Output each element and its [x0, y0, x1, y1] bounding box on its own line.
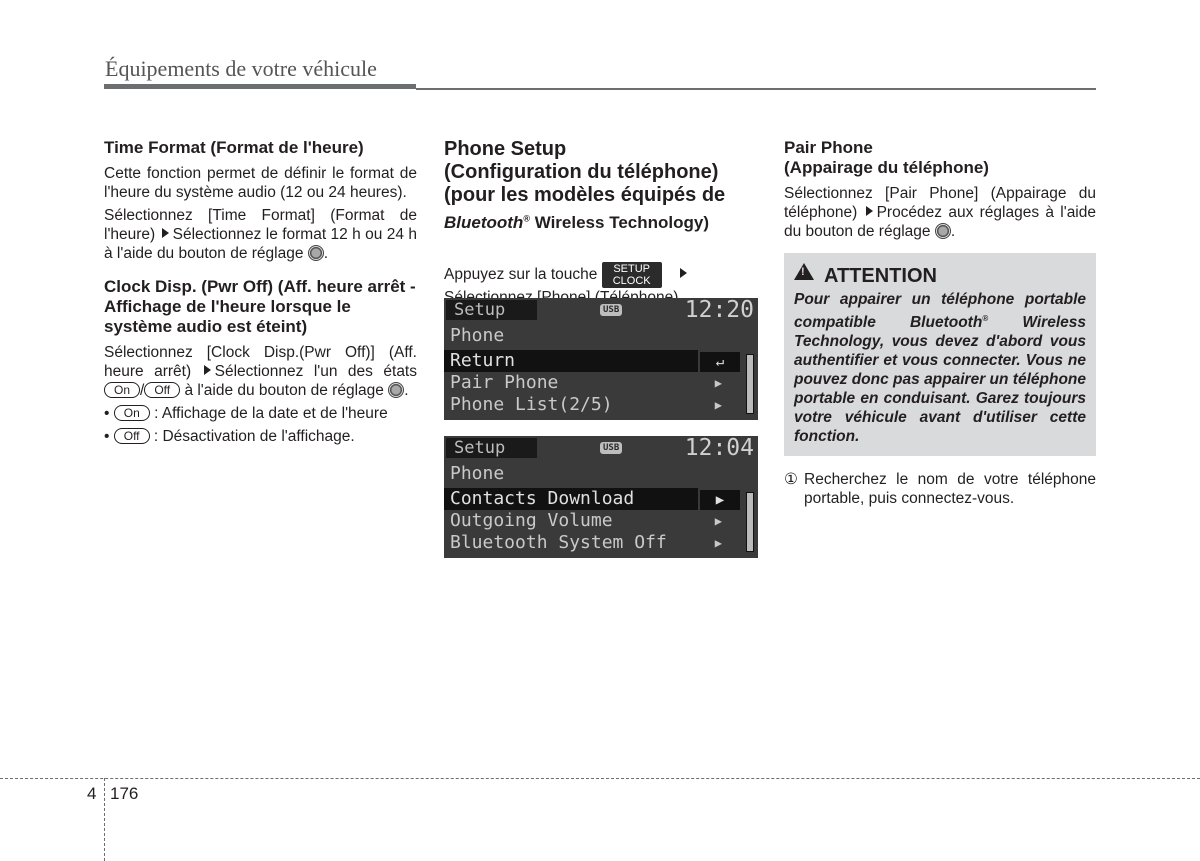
column-middle: [444, 138, 758, 311]
arrow-right-icon: [680, 268, 687, 278]
pair-phone-step-b: Procédez aux réglages à l'aide du bouton de réglage: [784, 204, 1096, 240]
submenu-arrow-icon: ▶: [714, 514, 722, 528]
screen-menu-title: Phone: [450, 325, 505, 346]
scrollbar[interactable]: [746, 354, 754, 414]
pair-phone-heading: [784, 138, 1096, 178]
attention-box: [784, 253, 1096, 456]
usb-icon: USB: [600, 304, 622, 316]
footer-rule: [0, 778, 1200, 779]
registered-mark: ®: [523, 213, 530, 223]
clock-key-label: CLOCK: [612, 274, 651, 287]
phone-setup-intro-a: Appuyez sur la touche: [444, 265, 598, 283]
screen-clock: 12:04: [684, 435, 754, 461]
on-button-icon: On: [104, 382, 140, 398]
header-rule: [104, 84, 416, 89]
tune-knob-icon: [388, 382, 404, 398]
tune-knob-icon: [308, 245, 324, 261]
time-format-heading: Time Format (Format de l'heure): [104, 138, 364, 157]
setup-clock-key-icon: [602, 262, 662, 288]
time-format-step-b: Sélectionnez le format 12 h ou 24 h à l'aide du bouton de réglage: [104, 226, 417, 262]
menu-item-contacts-download[interactable]: Contacts Download: [444, 488, 698, 510]
phone-setup-title-2: (Configuration du téléphone): [444, 161, 719, 183]
list-item: • Off : Désactivation de l'affichage.: [104, 427, 417, 446]
submenu-arrow-icon: ▶: [700, 490, 740, 510]
pair-phone-step-a: Sélectionnez [Pair Phone] (Appairage du téléphone): [784, 185, 1096, 221]
off-button-icon: Off: [144, 382, 180, 398]
header-rule-thin: [416, 88, 1096, 90]
submenu-arrow-icon: ▶: [714, 398, 722, 412]
menu-item-phone-list[interactable]: [444, 394, 758, 416]
time-format-description: Cette fonction permet de définir le format de l'heure du système audio (12 ou 24 heures).: [104, 165, 417, 201]
time-format-step-a: Sélectionnez [Time Format] (Format de l'heure): [104, 207, 417, 243]
menu-item-label: Pair Phone: [450, 372, 559, 393]
clock-disp-heading: Clock Disp. (Pwr Off) (Aff. heure arrêt - Affichage de l'heure lorsque le système audio est éteint): [104, 277, 416, 336]
submenu-arrow-icon: ▶: [714, 376, 722, 390]
off-button-icon: Off: [114, 428, 150, 444]
time-format-steps: Sélectionnez [Time Format] (Format de l'heure) Sélectionnez le format 12 h ou 24 h à l'aide du bouton de réglage .: [104, 207, 417, 262]
audio-screen-phone-menu-2: [444, 436, 758, 558]
registered-mark: ®: [982, 314, 989, 323]
menu-item-outgoing-volume[interactable]: [444, 510, 758, 532]
clock-disp-step-b: Sélectionnez l'un des états: [214, 363, 417, 380]
pair-phone-steps: Sélectionnez [Pair Phone] (Appairage du téléphone) Procédez aux réglages à l'aide du bouton de réglage .: [784, 185, 1096, 240]
attention-title-text: ATTENTION: [824, 265, 937, 287]
screen-setup-tag: Setup: [446, 300, 537, 320]
scrollbar[interactable]: [746, 492, 754, 552]
bullet-on-text: : Affichage de la date et de l'heure: [154, 405, 388, 422]
attention-text-a: Pour appairer un téléphone portable compatible Bluetooth: [794, 291, 1086, 332]
page-number: 176: [110, 784, 139, 803]
screen-clock: 12:20: [684, 297, 754, 323]
phone-setup-title-3: (pour les modèles équipés de: [444, 184, 726, 206]
column-right: [784, 138, 1096, 508]
screen-setup-tag: Setup: [446, 438, 537, 458]
setup-key-label: SETUP: [613, 262, 651, 275]
pair-phone-title-2: (Appairage du téléphone): [784, 158, 989, 177]
list-item: • On : Affichage de la date et de l'heure: [104, 404, 417, 423]
phone-setup-title-4: Wireless Technology): [529, 212, 709, 232]
phone-setup-title-1: Phone Setup: [444, 138, 567, 160]
phone-setup-heading: [444, 138, 758, 234]
bluetooth-label: Bluetooth: [444, 212, 524, 232]
attention-text-b: Wireless Technology, vous devez d'abord vous authentifier et vous connecter. Vous ne pouvez donc pas appairer un téléphone portable en conduisant. Garez toujours votre véhicule avant d'utiliser cette fonction.: [794, 314, 1086, 446]
on-button-icon: On: [114, 405, 150, 421]
step-number: ①: [784, 471, 798, 489]
return-icon: ↵: [700, 352, 740, 372]
attention-text: [794, 290, 1086, 446]
clock-disp-step-c: à l'aide du bouton de réglage: [184, 382, 384, 399]
arrow-right-icon: [866, 206, 873, 216]
menu-item-label: Bluetooth System Off: [450, 532, 667, 553]
step-text: Recherchez le nom de votre téléphone portable, puis connectez-vous.: [804, 471, 1096, 508]
menu-item-bluetooth-system-off[interactable]: [444, 532, 758, 554]
usb-icon: USB: [600, 442, 622, 454]
pair-phone-title-1: Pair Phone: [784, 138, 873, 157]
menu-item-label: Outgoing Volume: [450, 510, 613, 531]
menu-item-label: Phone List(2/5): [450, 394, 613, 415]
attention-title: [794, 263, 1086, 288]
clock-disp-step-a: Sélectionnez [Clock Disp.(Pwr Off)] (Aff. heure arrêt): [104, 344, 417, 380]
screen-menu-title: Phone: [450, 463, 505, 484]
page-header-title: Équipements de votre véhicule: [105, 56, 377, 81]
menu-item-pair-phone[interactable]: [444, 372, 758, 394]
menu-item-return[interactable]: Return: [444, 350, 698, 372]
column-left: [104, 138, 417, 450]
arrow-right-icon: [204, 365, 211, 375]
warning-icon: [794, 263, 814, 280]
bullet-off-text: : Désactivation de l'affichage.: [153, 428, 355, 445]
audio-screen-phone-menu: [444, 298, 758, 420]
clock-disp-steps: Sélectionnez [Clock Disp.(Pwr Off)] (Aff. heure arrêt) Sélectionnez l'un des états On / Off à l'aide du bouton de réglage .: [104, 344, 417, 399]
chapter-number: 4: [87, 784, 97, 803]
tune-knob-icon: [935, 223, 951, 239]
footer-vertical-rule: [104, 778, 105, 861]
submenu-arrow-icon: ▶: [714, 536, 722, 550]
arrow-right-icon: [162, 228, 169, 238]
list-item: [784, 470, 1096, 508]
